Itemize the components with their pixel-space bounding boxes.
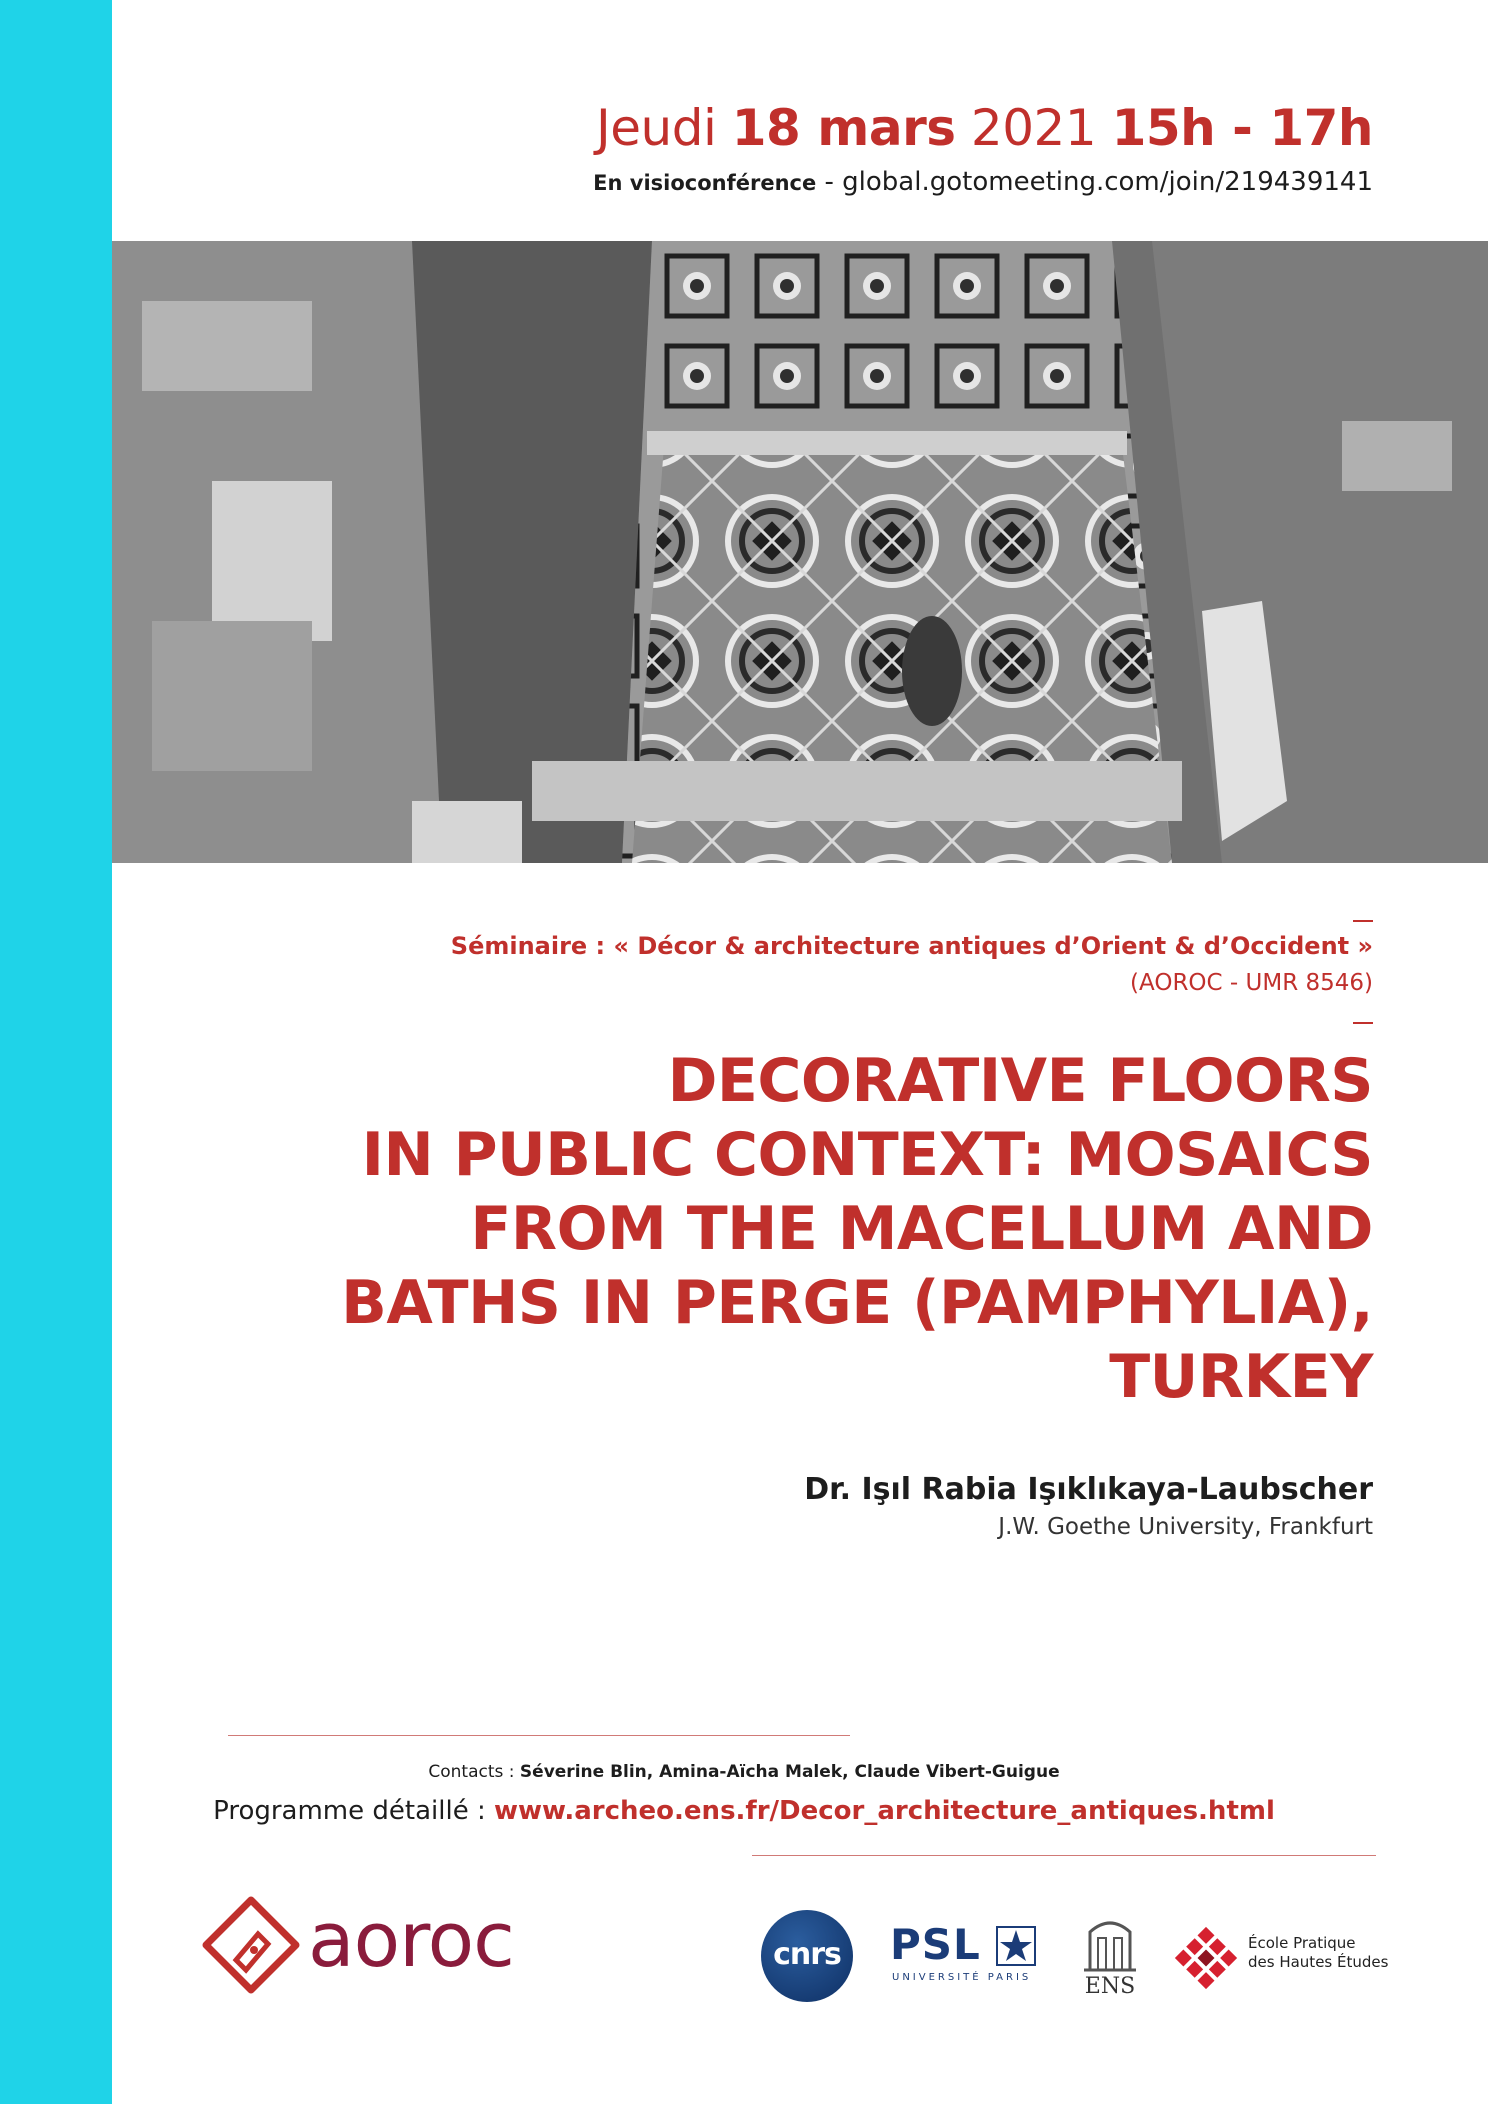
event-day: Jeudi (596, 99, 717, 157)
star-icon (996, 1926, 1036, 1966)
ephe-line-1: École Pratique (1248, 1934, 1356, 1952)
cnrs-wordmark: cnrs (773, 1937, 841, 1972)
divider-bottom (1353, 1022, 1373, 1024)
title-line: TURKEY (1109, 1342, 1373, 1412)
ephe-diamond-icon (1170, 1922, 1242, 1994)
talk-title (173, 1044, 1373, 1414)
psl-logo (890, 1920, 1040, 2000)
programme (0, 1794, 1488, 1828)
speaker-name: Dr. Işıl Rabia Işıklıkaya-Laubscher (804, 1472, 1373, 1507)
side-accent-bar (0, 0, 112, 2104)
ephe-line-2: des Hautes Études (1248, 1953, 1389, 1971)
title-line: FROM THE MACELLUM AND (470, 1194, 1373, 1264)
divider-top (1353, 920, 1373, 922)
title-line: DECORATIVE FLOORS (667, 1046, 1373, 1116)
title-line: IN PUBLIC CONTEXT: MOSAICS (361, 1120, 1373, 1190)
contacts-names: Séverine Blin, Amina-Aïcha Malek, Claude Vibert-Guigue (519, 1762, 1060, 1782)
mosaic-photo-illustration (112, 241, 1488, 863)
mosaic-photo (112, 241, 1488, 863)
divider-left (228, 1735, 850, 1736)
event-year: 2021 (970, 99, 1097, 157)
ens-logo (1076, 1912, 1144, 2004)
aoroc-emblem-icon (196, 1890, 306, 2000)
event-access (593, 166, 1373, 199)
contacts-label: Contacts : (428, 1762, 520, 1782)
ens-building-icon (1076, 1912, 1144, 1972)
contacts (0, 1760, 1488, 1784)
seminar-label: Séminaire : « Décor & architecture antiques d’Orient & d’Occident » (450, 932, 1373, 960)
event-time: 15h - 17h (1111, 99, 1373, 157)
event-date (596, 96, 1373, 160)
programme-label: Programme détaillé : (213, 1796, 494, 1826)
speaker-affiliation: J.W. Goethe University, Frankfurt (998, 1514, 1373, 1540)
event-separator: - (816, 167, 843, 197)
event-mode: En visioconférence (593, 171, 817, 195)
ens-wordmark: ENS (1084, 1974, 1136, 1999)
title-line: BATHS IN PERGE (PAMPHYLIA), (341, 1268, 1373, 1338)
event-date-bold: 18 mars (731, 99, 956, 157)
psl-wordmark: PSL (890, 1920, 981, 1969)
programme-link[interactable]: www.archeo.ens.fr/Decor_architecture_antiques.html (493, 1796, 1275, 1826)
ephe-wordmark (1248, 1934, 1388, 1972)
aoroc-wordmark: aoroc (308, 1895, 514, 1984)
cnrs-logo (761, 1910, 853, 2002)
ephe-logo (1170, 1912, 1389, 2004)
psl-subtitle: UNIVERSITÉ PARIS (892, 1972, 1032, 1983)
aoroc-logo (196, 1890, 636, 2000)
meeting-link[interactable]: global.gotomeeting.com/join/219439141 (842, 167, 1373, 197)
seminar-unit: (AOROC - UMR 8546) (1130, 970, 1373, 996)
divider-right (752, 1855, 1376, 1856)
